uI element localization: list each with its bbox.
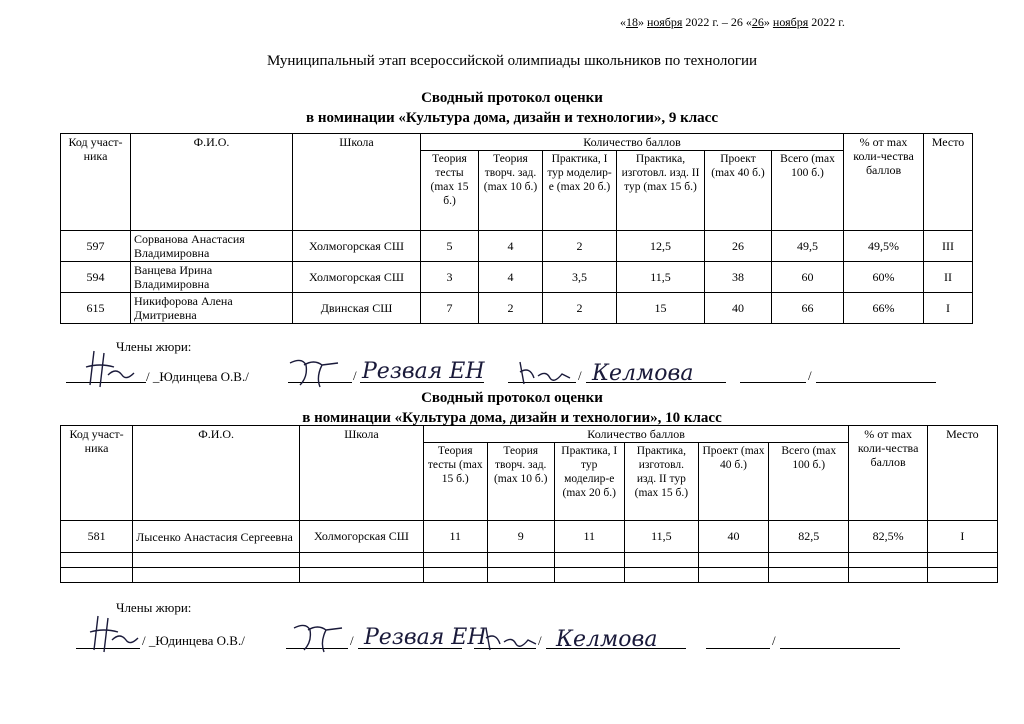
cell-total: 60 xyxy=(772,262,844,293)
cell-p2: 12,5 xyxy=(617,231,705,262)
col-total: Всего (max 100 б.) xyxy=(769,443,849,521)
table-row xyxy=(61,293,973,324)
svg-text:Резвая ЕН: Резвая ЕН xyxy=(364,625,487,650)
cell-pct: 60% xyxy=(844,262,924,293)
cell-p1: 11 xyxy=(554,521,624,553)
cell-fio: Никифорова Алена Дмитриевна xyxy=(131,293,293,324)
col-percent: % от max коли-чества баллов xyxy=(849,426,927,521)
block2-title xyxy=(0,388,1024,428)
col-project: Проект (max 40 б.) xyxy=(698,443,768,521)
col-fio: Ф.И.О. xyxy=(131,134,293,231)
svg-text:Келмова: Келмова xyxy=(556,627,658,652)
cell-t2: 4 xyxy=(479,262,543,293)
cell-pct: 66% xyxy=(844,293,924,324)
cell-p2: 11,5 xyxy=(624,521,698,553)
cell-place: III xyxy=(924,231,973,262)
col-theory-creative: Теория творч. зад. (max 10 б.) xyxy=(487,443,554,521)
cell-t1: 3 xyxy=(421,262,479,293)
col-score-group: Количество баллов xyxy=(421,134,844,151)
signature-2-icon xyxy=(290,620,350,655)
signature-1-icon xyxy=(84,610,144,655)
signature-4-icon xyxy=(482,622,542,654)
col-theory-tests: Теория тесты (max 15 б.) xyxy=(421,151,479,231)
signature-4-icon xyxy=(516,356,576,388)
cell-fio: Лысенко Анастасия Сергеевна xyxy=(133,521,300,553)
cell-p1: 3,5 xyxy=(543,262,617,293)
sig-line xyxy=(780,628,900,649)
col-place: Место xyxy=(927,426,997,521)
col-percent: % от max коли-чества баллов xyxy=(844,134,924,231)
table-row-empty xyxy=(61,553,998,568)
block1-table xyxy=(60,133,973,324)
cell-p1: 2 xyxy=(543,293,617,324)
col-theory-tests: Теория тесты (max 15 б.) xyxy=(423,443,487,521)
sig-line xyxy=(706,628,770,649)
cell-total: 49,5 xyxy=(772,231,844,262)
table-row xyxy=(61,521,998,553)
signature-5-icon xyxy=(552,620,662,654)
signature-3-icon xyxy=(358,352,488,388)
col-total: Всего (max 100 б.) xyxy=(772,151,844,231)
col-practice2: Практика, изготовл. изд. II тур (max 15 б.) xyxy=(617,151,705,231)
col-theory-creative: Теория творч. зад. (max 10 б.) xyxy=(479,151,543,231)
block1-jury-label: Члены жюри: xyxy=(116,339,192,354)
month1: ноября xyxy=(647,15,683,29)
col-code: Код участ-ника xyxy=(61,426,133,521)
block1-title-line1: Сводный протокол оценки xyxy=(421,90,603,106)
day2: 26 xyxy=(751,15,764,29)
cell-code: 594 xyxy=(61,262,131,293)
col-school: Школа xyxy=(300,426,424,521)
cell-proj: 38 xyxy=(705,262,772,293)
cell-t1: 7 xyxy=(421,293,479,324)
signature-2-icon xyxy=(286,355,346,390)
signature-3-icon xyxy=(360,618,487,654)
cell-place: II xyxy=(924,262,973,293)
cell-t1: 11 xyxy=(423,521,487,553)
cell-code: 581 xyxy=(61,521,133,553)
block2-title-line1: Сводный протокол оценки xyxy=(421,390,603,406)
cell-code: 597 xyxy=(61,231,131,262)
sig-line xyxy=(816,362,936,383)
col-fio: Ф.И.О. xyxy=(133,426,300,521)
block1-jury-name: / _Юдинцева О.В./ xyxy=(146,369,249,384)
signature-5-icon xyxy=(588,354,698,388)
cell-t1: 5 xyxy=(421,231,479,262)
sig-line xyxy=(740,362,806,383)
svg-text:Келмова: Келмова xyxy=(592,361,694,386)
cell-p2: 11,5 xyxy=(617,262,705,293)
cell-pct: 82,5% xyxy=(849,521,927,553)
cell-school: Двинская СШ xyxy=(293,293,421,324)
col-practice2: Практика, изготовл. изд. II тур (max 15 б.) xyxy=(624,443,698,521)
block2-jury-name: / _Юдинцева О.В./ xyxy=(142,633,245,648)
col-score-group: Количество баллов xyxy=(423,426,849,443)
col-practice1: Практика, I тур моделир-е (max 20 б.) xyxy=(543,151,617,231)
block2-table xyxy=(60,425,998,583)
cell-p1: 2 xyxy=(543,231,617,262)
cell-p2: 15 xyxy=(617,293,705,324)
cell-t2: 9 xyxy=(487,521,554,553)
date-line: «18» ноября 2022 г. – 26 «26» ноября 2022 г. xyxy=(620,15,845,29)
cell-school: Холмогорская СШ xyxy=(300,521,424,553)
block2-title-line2: в номинации «Культура дома, дизайн и технологии», 10 класс xyxy=(302,410,722,426)
block2-jury-label: Члены жюри: xyxy=(116,600,192,615)
cell-fio: Ванцева Ирина Владимировна xyxy=(131,262,293,293)
cell-code: 615 xyxy=(61,293,131,324)
block1-title-line2: в номинации «Культура дома, дизайн и технологии», 9 класс xyxy=(306,110,718,126)
cell-school: Холмогорская СШ xyxy=(293,231,421,262)
col-project: Проект (max 40 б.) xyxy=(705,151,772,231)
col-code: Код участ-ника xyxy=(61,134,131,231)
cell-total: 66 xyxy=(772,293,844,324)
signature-1-icon xyxy=(80,345,140,390)
olympiad-subtitle: Муниципальный этап всероссийской олимпиады школьников по технологии xyxy=(266,53,758,69)
col-practice1: Практика, I тур моделир-е (max 20 б.) xyxy=(554,443,624,521)
cell-place: I xyxy=(927,521,997,553)
cell-total: 82,5 xyxy=(769,521,849,553)
block1-title xyxy=(0,88,1024,128)
col-place: Место xyxy=(924,134,973,231)
cell-fio: Сорванова Анастасия Владимировна xyxy=(131,231,293,262)
month2: ноября xyxy=(772,15,809,29)
cell-school: Холмогорская СШ xyxy=(293,262,421,293)
table-row xyxy=(61,231,973,262)
cell-proj: 26 xyxy=(705,231,772,262)
cell-proj: 40 xyxy=(698,521,768,553)
cell-pct: 49,5% xyxy=(844,231,924,262)
cell-place: I xyxy=(924,293,973,324)
day1: 18 xyxy=(626,15,638,29)
cell-t2: 2 xyxy=(479,293,543,324)
col-school: Школа xyxy=(293,134,421,231)
svg-text:Резвая ЕН: Резвая ЕН xyxy=(362,359,485,384)
cell-proj: 40 xyxy=(705,293,772,324)
table-row-empty xyxy=(61,568,998,583)
cell-t2: 4 xyxy=(479,231,543,262)
table-row xyxy=(61,262,973,293)
